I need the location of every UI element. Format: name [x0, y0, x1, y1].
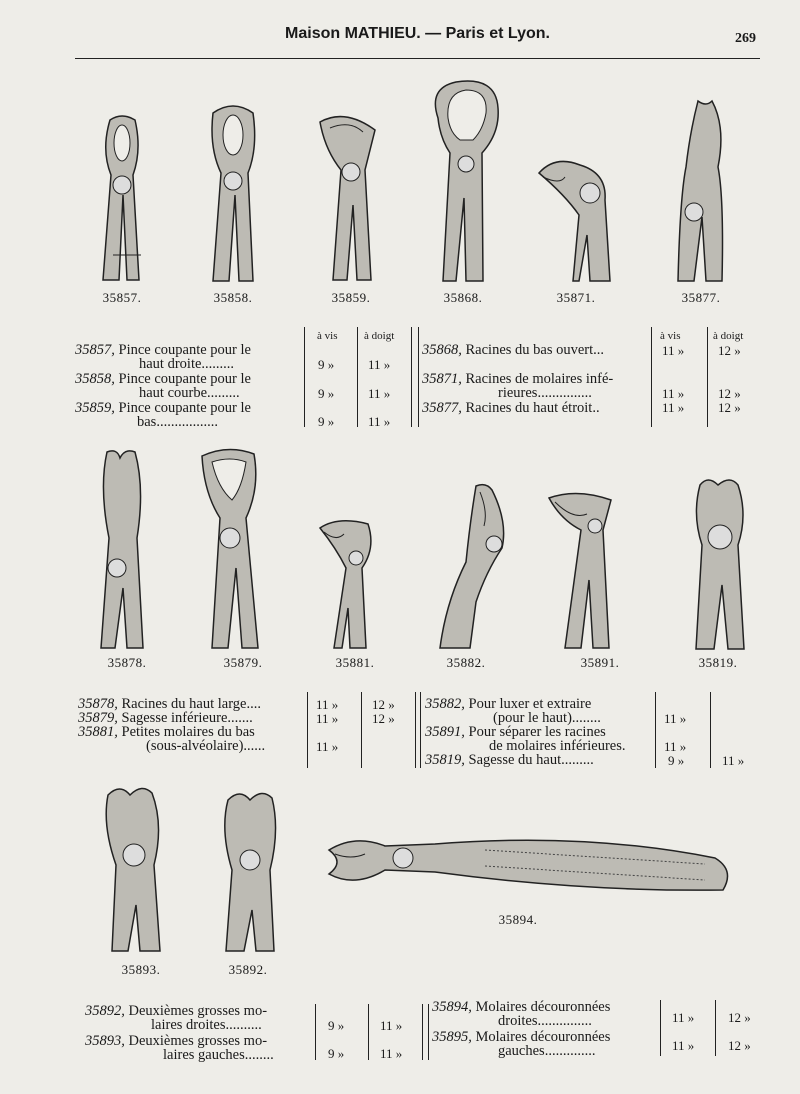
- forceps-illustration-35893: [100, 785, 170, 955]
- price-vis: 11 »: [662, 400, 685, 415]
- figure-label-35879: 35879.: [223, 655, 263, 670]
- price-vis: 9 »: [328, 1046, 345, 1061]
- price-doigt: 11 »: [368, 386, 391, 401]
- section3-right-list: [432, 1000, 660, 1058]
- section2-right-list: [425, 697, 655, 767]
- price-vis: 11 »: [664, 739, 687, 754]
- list-item: 35893, Deuxièmes grosses mo- laires gauches........: [85, 1033, 274, 1063]
- price-vis: 9 »: [328, 1018, 345, 1033]
- price-vis: 11 »: [672, 1038, 695, 1053]
- price-doigt: 12 »: [718, 400, 741, 415]
- price-vis: 9 »: [318, 357, 335, 372]
- forceps-illustration-35882: [436, 482, 516, 653]
- price-doigt: 12 »: [728, 1010, 751, 1025]
- price-vis: 9 »: [668, 753, 685, 768]
- page-number: 269: [735, 31, 756, 46]
- forceps-illustration-35857: [95, 115, 150, 285]
- figure-label-35894: 35894.: [498, 912, 538, 927]
- figure-label-35859: 35859.: [331, 290, 371, 305]
- figure-label-35868: 35868.: [443, 290, 483, 305]
- price-doigt: 11 »: [368, 414, 391, 429]
- figure-label-35819: 35819.: [698, 655, 738, 670]
- column-header-a-doigt-right: à doigt: [713, 330, 744, 342]
- list-item: 35895, Molaires découronnées gauches..............: [432, 1029, 611, 1059]
- price-vis: 9 »: [318, 414, 335, 429]
- list-item: 35877, Racines du haut étroit..: [422, 400, 600, 416]
- forceps-illustration-35878: [95, 448, 150, 653]
- figure-label-35871: 35871.: [556, 290, 596, 305]
- forceps-illustration-35877: [672, 97, 730, 285]
- figure-label-35858: 35858.: [213, 290, 253, 305]
- list-item: 35857, Pince coupante pour le haut droite.........: [75, 342, 251, 372]
- price-vis: 11 »: [672, 1010, 695, 1025]
- list-item: 35892, Deuxièmes grosses mo- laires droites..........: [85, 1003, 268, 1033]
- price-doigt: 11 »: [722, 753, 745, 768]
- list-item: 35894, Molaires découronnées droites...............: [432, 999, 611, 1029]
- price-doigt: 12 »: [718, 386, 741, 401]
- list-item: 35882, Pour luxer et extraire (pour le haut)........: [425, 696, 601, 726]
- price-vis: 9 »: [318, 386, 335, 401]
- list-item: 35891, Pour séparer les racines de molaires inférieures.: [425, 724, 626, 754]
- figure-label-35857: 35857.: [102, 290, 142, 305]
- price-vis: 11 »: [664, 711, 687, 726]
- figure-label-35893: 35893.: [121, 962, 161, 977]
- list-item: 35871, Racines de molaires infé- rieures...............: [422, 371, 614, 401]
- price-vis: 11 »: [316, 711, 339, 726]
- section2-left-list: [78, 697, 308, 753]
- price-doigt: 12 »: [372, 711, 395, 726]
- figure-label-35891: 35891.: [580, 655, 620, 670]
- list-item: 35859, Pince coupante pour le bas.................: [75, 400, 251, 430]
- figure-label-35881: 35881.: [335, 655, 375, 670]
- price-doigt: 12 »: [718, 343, 741, 358]
- price-doigt: 12 »: [372, 697, 395, 712]
- price-vis: 11 »: [316, 697, 339, 712]
- price-vis: 11 »: [662, 343, 685, 358]
- figure-label-35878: 35878.: [107, 655, 147, 670]
- figure-label-35892: 35892.: [228, 962, 268, 977]
- header-title: Maison MATHIEU. — Paris et Lyon.: [285, 25, 550, 42]
- forceps-illustration-35891: [547, 490, 617, 653]
- forceps-illustration-35871: [535, 155, 617, 285]
- section1-left-list: [75, 343, 303, 429]
- section1-right-list: [422, 343, 650, 415]
- price-doigt: 11 »: [380, 1018, 403, 1033]
- list-item: 35879, Sagesse inférieure.......: [78, 710, 253, 726]
- price-doigt: 12 »: [728, 1038, 751, 1053]
- forceps-illustration-35894: [325, 830, 737, 908]
- list-item: 35878, Racines du haut large....: [78, 696, 261, 712]
- figure-label-35877: 35877.: [681, 290, 721, 305]
- column-header-a-vis-right: à vis: [660, 330, 681, 342]
- page-header: [75, 22, 760, 59]
- price-vis: 11 »: [316, 739, 339, 754]
- figure-label-35882: 35882.: [446, 655, 486, 670]
- forceps-illustration-35858: [203, 103, 263, 285]
- list-item: 35868, Racines du bas ouvert...: [422, 342, 605, 358]
- forceps-illustration-35868: [428, 78, 503, 285]
- list-item: 35858, Pince coupante pour le haut courbe.........: [75, 371, 251, 401]
- column-header-a-vis: à vis: [317, 330, 338, 342]
- list-item: 35881, Petites molaires du bas (sous-alvéolaire)......: [78, 724, 266, 754]
- forceps-illustration-35819: [690, 475, 750, 653]
- price-vis: 11 »: [662, 386, 685, 401]
- list-item: 35819, Sagesse du haut.........: [425, 752, 594, 768]
- price-doigt: 11 »: [368, 357, 391, 372]
- forceps-illustration-35859: [315, 110, 383, 285]
- forceps-illustration-35892: [218, 790, 283, 955]
- price-doigt: 11 »: [380, 1046, 403, 1061]
- forceps-illustration-35879: [198, 448, 268, 653]
- section3-left-list: [85, 1004, 315, 1062]
- column-header-a-doigt: à doigt: [364, 330, 395, 342]
- forceps-illustration-35881: [318, 518, 378, 653]
